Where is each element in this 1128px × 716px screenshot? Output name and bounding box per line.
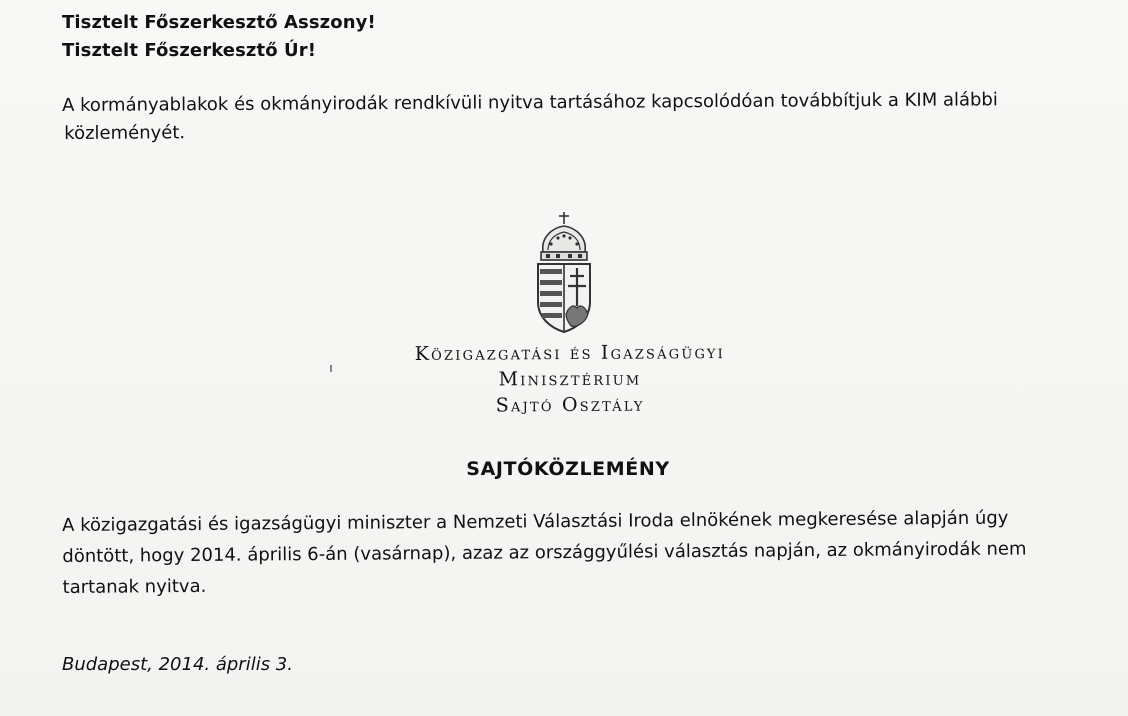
ministry-line-1: Közigazgatási és Igazságügyi — [414, 341, 725, 365]
intro-line-1: A kormányablakok és okmányirodák rendkívüli nyitva tartásához kapcsolódóan továbbítjuk a KIM alábbi — [62, 89, 998, 116]
body-line-1: A közigazgatási és igazságügyi miniszter a Nemzeti Választási Iroda elnökének megkeresése alapján úgy — [62, 507, 1009, 536]
ministry-line-2: Minisztérium — [498, 367, 642, 391]
intro-line-2: közleményét. — [64, 122, 186, 144]
body-line-3: tartanak nyitva. — [62, 575, 207, 598]
scan-mark — [330, 365, 332, 372]
salutation-line-2: Tisztelt Főszerkesztő Úr! — [62, 40, 317, 61]
hungarian-coat-of-arms-icon — [531, 210, 597, 334]
press-release-body — [62, 502, 1103, 603]
ministry-line-3: Sajtó Osztály — [495, 393, 645, 417]
salutation-line-1: Tisztelt Főszerkesztő Asszony! — [62, 12, 376, 33]
ministry-letterhead — [340, 339, 800, 420]
place-and-date: Budapest, 2014. április 3. — [62, 654, 293, 675]
body-line-2: döntött, hogy 2014. április 6-án (vasárnap), azaz az országgyűlési választás napján, az okmányirodák nem — [62, 538, 1027, 567]
press-release-heading: SAJTÓKÖZLEMÉNY — [466, 458, 670, 480]
intro-paragraph — [62, 86, 1062, 148]
